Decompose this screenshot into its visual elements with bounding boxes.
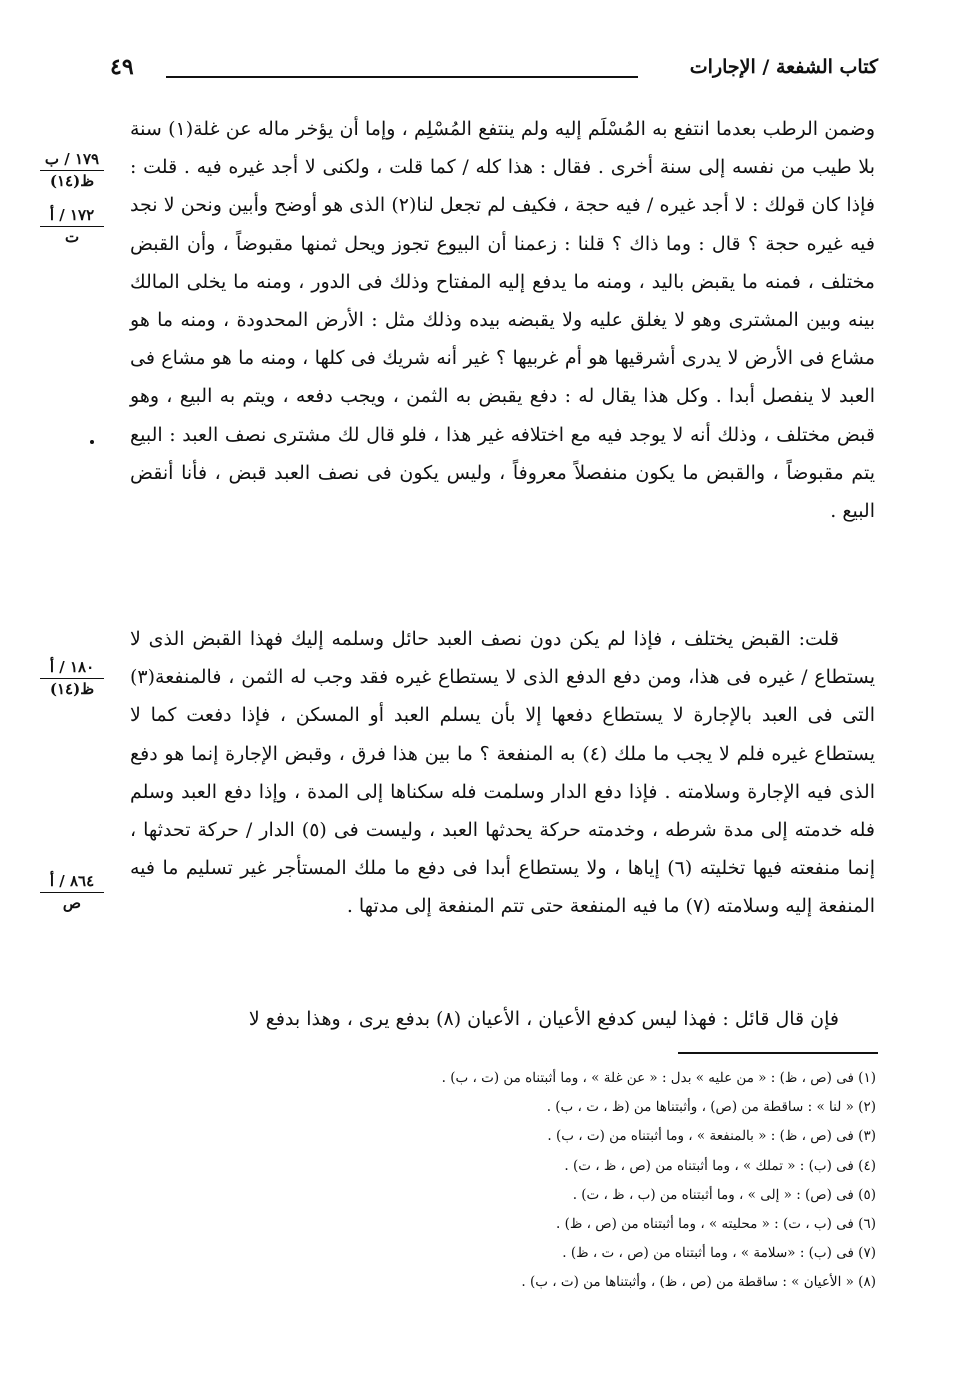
- margin-note-rule: [40, 170, 104, 171]
- page-number: ٤٩: [110, 54, 134, 80]
- footnote-8: (٨) « الأعيان » : ساقطة من (ص ، ظ) ، وأثبتناها من (ت ، ب) .: [521, 1274, 876, 1291]
- margin-note-folio: [40, 206, 104, 247]
- ink-dot: [90, 440, 94, 444]
- paragraph-2: قلت: القبض يختلف ، فإذا لم يكن دون نصف العبد حائل وسلمه إليك فهذا القبض الذى لا يستطاع / غيره فى هذا، ومن دفع الدفع الذى لا يستطاع غيره فقد وجب له الثمن ، فالمنفعة(٣) التى فى العبد بالإجارة لا يستطاع دفعها إلا بأن يسلم العبد أو المسكن ، فإذا دفعت كما لا يستطاع غيره فلم لا يجب ما ملك (٤) به المنفعة ؟ ما بين هذا فرق ، وقبض الإجارة إنما هو دفع الذى فيه الإجارة وسلامته . فإذا دفع الدار وسلمت فله سكناها إلى المدة ، وإذا دفع العبد وسلم فله خدمته إلى مدة شرطه ، وخدمته حركة يحدثها العبد ، وليست فى (٥) الدار / حركة تحدثها ، إنما منفعته فيها تخليته (٦) إياها ، ولا يستطاع أبدا فى دفع ما ملك المستأجر غير تسليم ما فيه المنفعة إليه وسلامته (٧) ما فيه المنفعة حتى تتم المنفعة إلى مدتها .: [130, 628, 875, 918]
- paragraph-1: وضمن الرطب بعدما انتفع به المُسْلَم إليه ولم ينتفع المُسْلِم ، وإما أن يؤخر ماله عن غلة(١) سنة بلا طيب من نفسه إلى سنة أخرى . فقال : هذا كله / كما قلت ، ولكنى لا أجد غيره فيه . قلت : فإذا كان قولك : لا أجد غيره / فيه حجة ، فكيف لم تجعل لنا(٢) الذى هو أوضح وأبين ونحن لا نجد فيه غيره حجة ؟ قال : وما ذاك ؟ قلنا : زعمنا أن البيوع تجوز ويحل ثمنها مقبوضاً ، وأن القبض مختلف ، فمنه ما يقبض باليد ، ومنه ما يدفع إليه المفتاح وذلك فى الدور ، ومنه ما يخلى المالك بينه وبين المشترى وهو لا يغلق عليه ولا يقبضه بيده وذلك مثل : الأرض المحدودة ، ومنه ما هو مشاع فى الأرض لا يدرى أشرقيها هو أم غربيها ؟ غير أنه شريك فى كلها ، ومنه ما هو مشاع فى العبد لا ينفصل أبدا . وكل هذا يقال له : دفع يقبض به الثمن ، ويجب دفعه ، ويتم به البيع ، وهو قبض مختلف ، وذلك أنه لا يوجد فيه مع اختلافه غير هذا ، فلو قال لك مشترى نصف العبد : البيع يتم مقبوضاً ، والقبض ما يكون منفصلاً معروفاً ، وليس يكون فى نصف العبد قبض ، فأنا أنقض البيع .: [130, 118, 875, 523]
- page-header: [110, 56, 878, 96]
- footnote-3: (٣) فى (ص ، ظ) : « بالمنفعة » ، وما أثبتناه من (ت ، ب) .: [547, 1128, 876, 1145]
- margin-note-folio: [40, 872, 104, 913]
- margin-note-folio: [40, 658, 104, 699]
- paragraph-3: فإن قال قائل : فهذا ليس كدفع الأعيان ، الأعيان (٨) بدفع يرى ، وهذا بدفع لا: [248, 1008, 839, 1030]
- margin-note-folio-ref: ٨٦٤ / أ: [49, 872, 95, 890]
- margin-note-rule: [40, 226, 104, 227]
- margin-note-folio-ref: ١٨٠ / أ: [49, 658, 95, 676]
- footnote-2: (٢) « لنا » : ساقطة من (ص) ، وأثبتناها من (ظ ، ت ، ب) .: [546, 1099, 876, 1116]
- running-title: كتاب الشفعة / الإجارات: [689, 56, 878, 78]
- footnote-1: (١) فى (ص ، ظ) : « من عليه » بدل : « عن غلة » ، وما أثبتناه من (ت ، ب) .: [441, 1070, 876, 1086]
- margin-note-folio: [40, 150, 104, 191]
- footnote-7: (٧) فى (ب) : «سلامة » ، وما أثبتناه من (ص ، ت ، ظ) .: [562, 1245, 876, 1262]
- margin-note-manuscript: ت: [64, 228, 80, 246]
- main-text-block-3: [130, 1000, 875, 1038]
- main-text-block-2: [130, 620, 875, 926]
- footnotes: [300, 1064, 876, 1298]
- footnote-4: (٤) فى (ب) : « تملك » ، وما أثبتناه من (ص ، ظ ، ت) .: [564, 1157, 876, 1174]
- margin-note-rule: [40, 892, 104, 893]
- margin-note-manuscript: ظ(١٤): [49, 680, 95, 698]
- margin-note-manuscript: ظ(١٤): [49, 172, 95, 190]
- margin-note-folio-ref: ١٧٢ / أ: [49, 206, 95, 224]
- footnote-5: (٥) فى (ص) : « إلى » ، وما أثبتناه من (ب ، ظ ، ت) .: [572, 1186, 876, 1203]
- margin-note-manuscript: ص: [62, 894, 82, 912]
- margin-note-rule: [40, 678, 104, 679]
- footnote-separator: [678, 1052, 878, 1054]
- main-text-block-1: [130, 110, 875, 530]
- header-rule: [166, 76, 638, 78]
- margin-note-folio-ref: ١٧٩ / ب: [44, 150, 100, 168]
- footnote-6: (٦) فى (ب ، ت) : « محليته » ، وما أثبتناه من (ص ، ظ) .: [556, 1216, 876, 1233]
